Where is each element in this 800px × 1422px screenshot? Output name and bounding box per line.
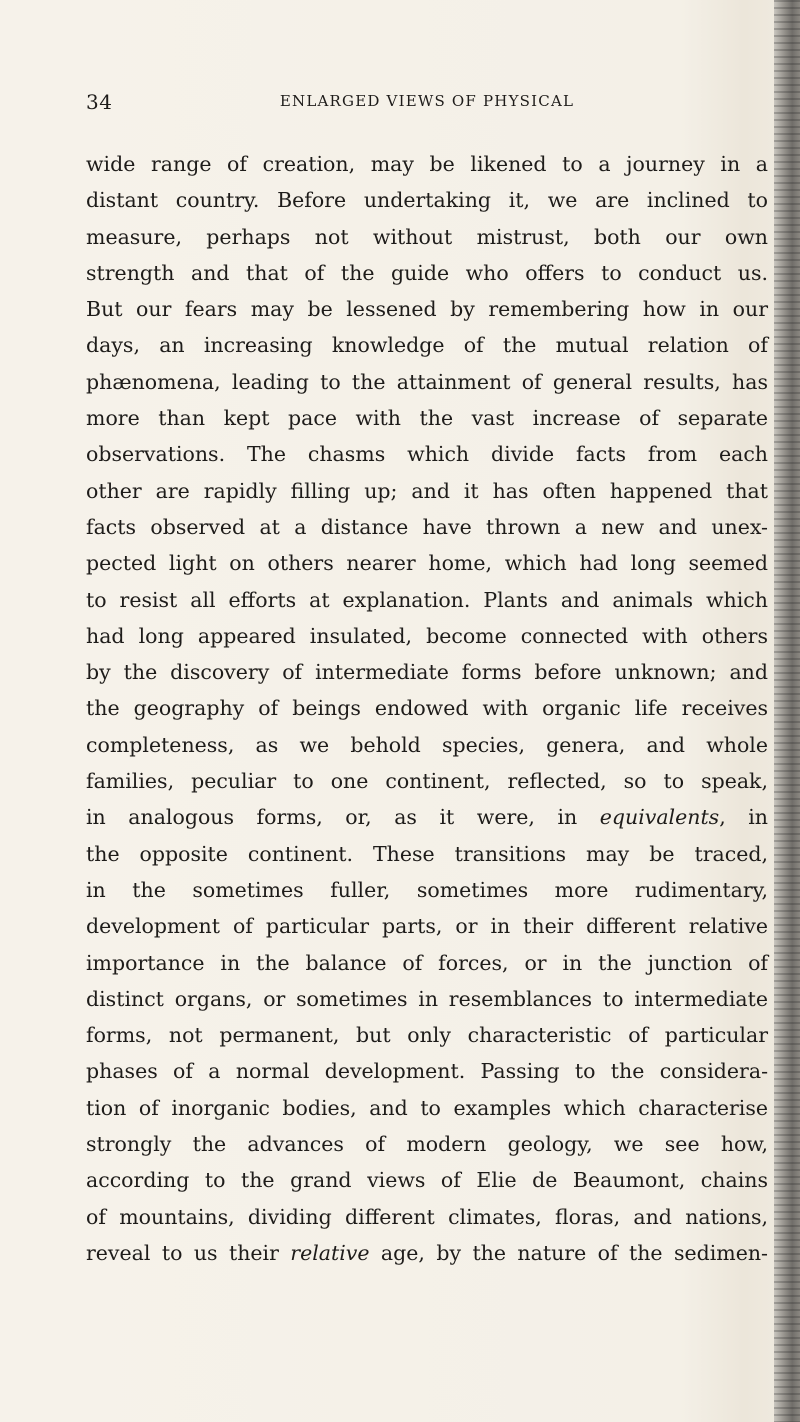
text-segment: wide range of creation, may be likened to a journey in a xyxy=(86,152,768,176)
text-segment: distant country. Before undertaking it, we are inclined to xyxy=(86,188,768,213)
text-line xyxy=(86,545,768,581)
text-line xyxy=(86,1126,768,1162)
text-line xyxy=(86,509,768,545)
text-line xyxy=(86,981,768,1017)
page-number: 34 xyxy=(86,90,113,114)
page-header xyxy=(86,90,768,120)
text-line xyxy=(86,1017,768,1053)
text-line xyxy=(86,654,768,690)
text-segment: the geography of beings endowed with organic life receives xyxy=(86,696,768,721)
text-segment: days, an increasing knowledge of the mutual relation of xyxy=(86,333,768,358)
text-segment: by the discovery of intermediate forms before unknown; and xyxy=(86,660,768,685)
text-line xyxy=(86,1199,768,1235)
running-title: ENLARGED VIEWS OF PHYSICAL xyxy=(279,92,575,110)
text-segment: But our fears may be lessened by remembering how in our xyxy=(86,297,768,322)
italic-text: equivalents xyxy=(599,805,720,830)
italic-text: relative xyxy=(290,1240,370,1265)
text-segment: , in xyxy=(719,805,769,830)
text-segment: importance in the balance of forces, or in the junction of xyxy=(86,950,768,975)
text-segment: forms, not permanent, but only characteristic of particular xyxy=(86,1023,768,1048)
text-line xyxy=(86,763,768,799)
text-segment: families, peculiar to one continent, reflected, so to speak, xyxy=(86,769,768,794)
text-segment: phænomena, leading to the attainment of general results, has xyxy=(86,369,768,394)
text-segment: other are rapidly filling up; and it has often happened that xyxy=(86,478,768,503)
page-edge-shadow xyxy=(774,0,800,1422)
text-line xyxy=(86,908,768,944)
text-segment: to resist all efforts at explanation. Plants and animals which xyxy=(86,587,768,612)
text-segment: phases of a normal development. Passing to the considera- xyxy=(86,1059,768,1084)
text-segment: distinct organs, or sometimes in resemblances to intermediate xyxy=(86,986,768,1011)
text-segment: tion of inorganic bodies, and to examples which characterise xyxy=(86,1095,768,1120)
text-line xyxy=(86,582,768,618)
text-segment: measure, perhaps not without mistrust, both our own xyxy=(86,224,768,249)
text-segment: pected light on others nearer home, which had long seemed xyxy=(86,551,768,576)
text-line xyxy=(86,400,768,436)
text-line xyxy=(86,255,768,291)
text-segment: completeness, as we behold species, genera, and whole xyxy=(86,732,768,757)
text-line xyxy=(86,1053,768,1089)
text-line xyxy=(86,1162,768,1198)
text-line xyxy=(86,945,768,981)
text-line xyxy=(86,836,768,872)
text-segment: in the sometimes fuller, sometimes more rudimentary, xyxy=(86,877,768,902)
text-segment: more than kept pace with the vast increase of separate xyxy=(86,406,768,431)
text-segment: strength and that of the guide who offers to conduct us. xyxy=(86,260,768,285)
text-segment: in analogous forms, or, as it were, in xyxy=(86,805,600,830)
text-line xyxy=(86,436,768,472)
text-line xyxy=(86,1090,768,1126)
text-segment: age, by the nature of the sedimen- xyxy=(369,1240,768,1265)
text-line xyxy=(86,364,768,400)
text-line xyxy=(86,1235,768,1271)
text-line xyxy=(86,872,768,908)
text-segment: strongly the advances of modern geology, we see how, xyxy=(86,1132,768,1157)
text-line xyxy=(86,799,768,835)
text-line xyxy=(86,727,768,763)
text-line xyxy=(86,473,768,509)
text-line xyxy=(86,618,768,654)
text-segment: of mountains, dividing different climates, floras, and nations, xyxy=(86,1204,768,1229)
text-segment: facts observed at a distance have thrown a new and unex- xyxy=(86,514,768,539)
text-segment: according to the grand views of Elie de Beaumont, chains xyxy=(86,1168,768,1193)
text-segment: reveal to us their xyxy=(86,1240,291,1265)
text-line xyxy=(86,146,768,182)
body-text xyxy=(86,146,768,1271)
text-line xyxy=(86,291,768,327)
text-line xyxy=(86,327,768,363)
text-segment: development of particular parts, or in their different relative xyxy=(86,914,768,939)
text-line xyxy=(86,690,768,726)
text-segment: had long appeared insulated, become connected with others xyxy=(86,623,768,648)
text-segment: observations. The chasms which divide facts from each xyxy=(86,442,768,467)
text-segment: the opposite continent. These transitions may be traced, xyxy=(86,841,768,866)
text-line xyxy=(86,219,768,255)
text-line xyxy=(86,182,768,218)
